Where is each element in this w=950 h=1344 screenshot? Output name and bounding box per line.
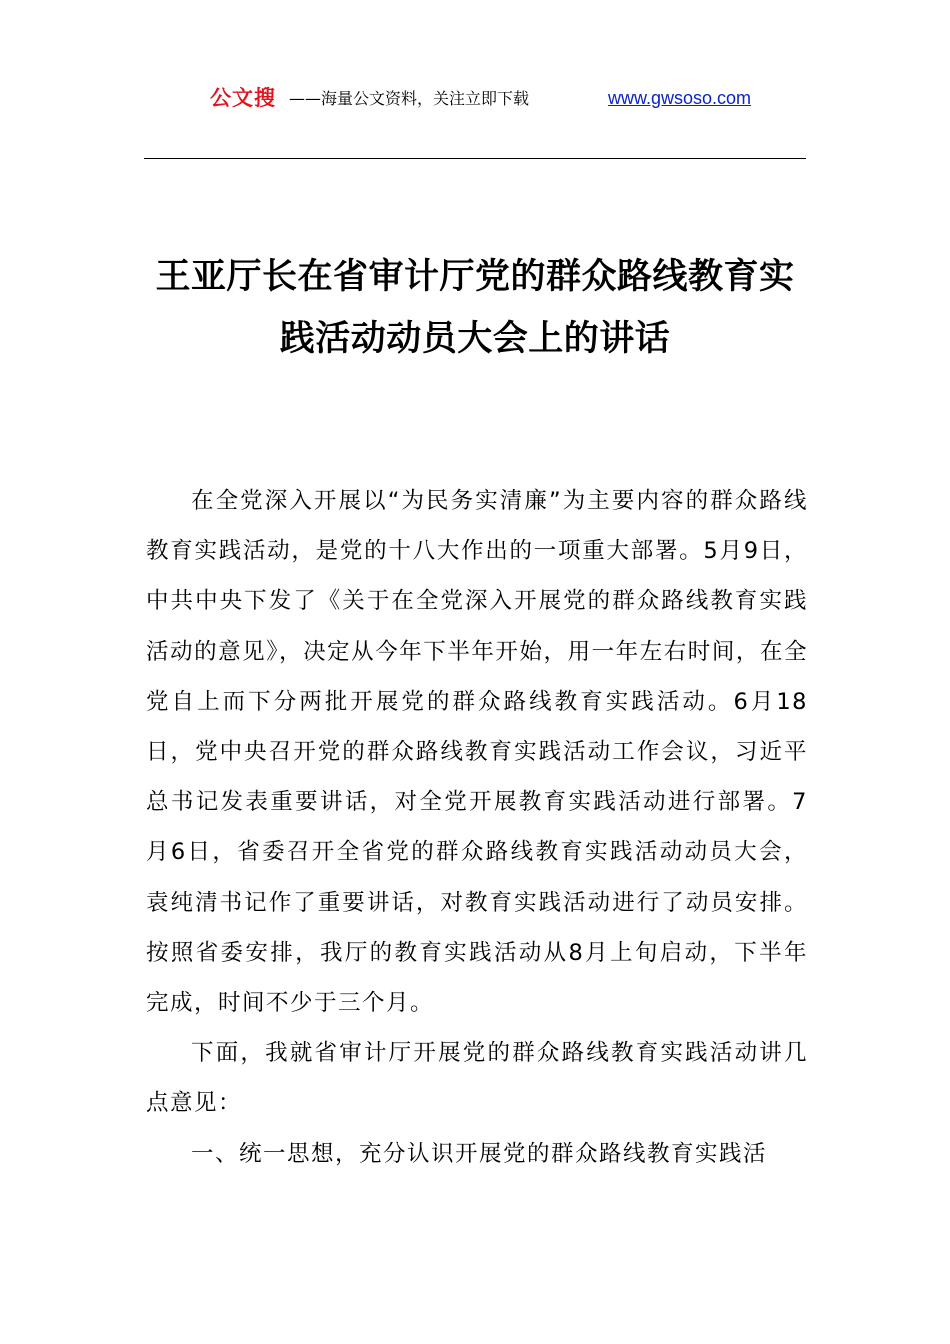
- title-line-2: 践活动动员大会上的讲话: [279, 318, 671, 359]
- header-divider: [144, 158, 806, 159]
- brand-logo-text: 公文搜: [210, 86, 276, 110]
- body-paragraph-3: 一、统一思想，充分认识开展党的群众路线教育实践活: [191, 1140, 768, 1167]
- header-slogan: ——海量公文资料，关注立即下载: [289, 89, 530, 108]
- page-header: [0, 84, 950, 114]
- website-link[interactable]: www.gwsoso.com: [608, 88, 752, 108]
- document-title: [120, 246, 830, 370]
- body-paragraph-1: 在全党深入开展以“为民务实清廉”为主要内容的群众路线教育实践活动，是党的十八大作出的一项重大部署。5月9日，中共中央下发了《关于在全党深入开展党的群众路线教育实践活动的意见》，决定从今年下半年开始，用一年左右时间，在全党自上而下分两批开展党的群众路线教育实践活动。6月18日，党中央召开党的群众路线教育实践活动工作会议，习近平总书记发表重要讲话，对全党开展教育实践活动进行部署。7月6日，省委召开全省党的群众路线教育实践活动动员大会，袁纯清书记作了重要讲话，对教育实践活动进行了动员安排。按照省委安排，我厅的教育实践活动从8月上旬启动，下半年完成，时间不少于三个月。: [146, 488, 808, 1017]
- title-line-1: 王亚厅长在省审计厅党的群众路线教育实: [155, 256, 795, 297]
- body-paragraph-2: 下面，我就省审计厅开展党的群众路线教育实践活动讲几点意见：: [146, 1040, 808, 1117]
- document-body: [146, 476, 808, 1179]
